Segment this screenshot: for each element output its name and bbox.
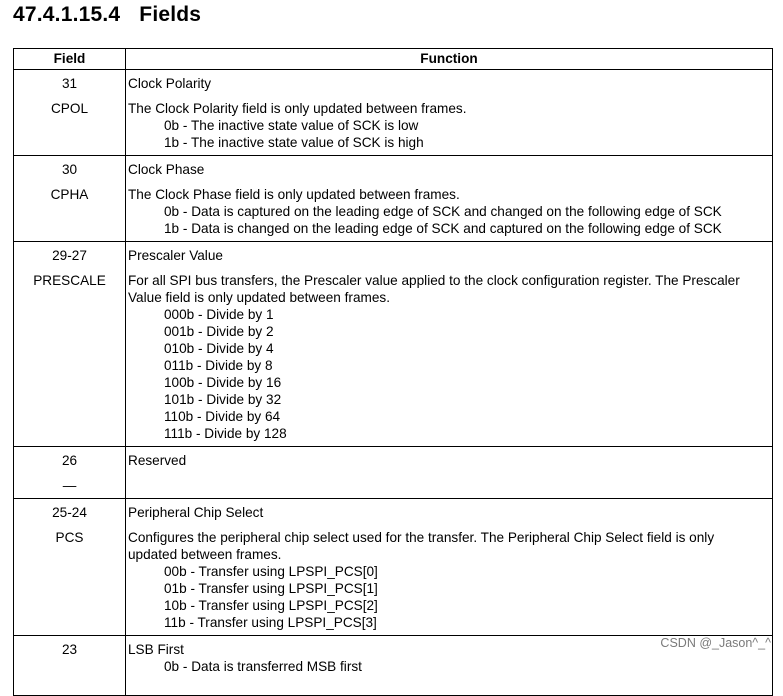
value-item: 1b - Data is changed on the leading edge of SCK and captured on the following edge of SCK — [164, 221, 722, 236]
watermark: CSDN @_Jason^_^ — [660, 636, 771, 650]
value-list — [128, 306, 760, 442]
section-title: Fields — [139, 3, 202, 26]
value-item: 1b - The inactive state value of SCK is high — [164, 135, 424, 150]
function-title: Clock Phase — [128, 162, 205, 177]
field-bits: 31 — [61, 76, 78, 91]
value-list — [128, 563, 760, 631]
field-cell — [14, 156, 126, 242]
table-row — [14, 636, 773, 696]
function-title: Prescaler Value — [128, 248, 223, 263]
value-item: 0b - Data is transferred MSB first — [164, 659, 362, 674]
function-cell — [126, 499, 773, 636]
value-item: 0b - The inactive state value of SCK is low — [164, 118, 419, 133]
field-name: CPHA — [50, 187, 89, 202]
value-item: 00b - Transfer using LPSPI_PCS[0] — [164, 564, 378, 579]
value-item: 01b - Transfer using LPSPI_PCS[1] — [164, 581, 378, 596]
field-column-header: Field — [14, 49, 126, 70]
function-cell — [126, 70, 773, 156]
field-cell — [14, 447, 126, 499]
value-item: 011b - Divide by 8 — [164, 358, 273, 373]
field-bits: 23 — [61, 642, 78, 657]
table-header-row — [14, 49, 773, 70]
field-bits: 25-24 — [52, 505, 87, 520]
function-cell — [126, 242, 773, 447]
field-bits: 30 — [61, 162, 78, 177]
value-item: 101b - Divide by 32 — [164, 392, 282, 407]
value-list — [128, 117, 760, 151]
field-name: — — [62, 478, 77, 493]
section-heading — [13, 3, 201, 27]
field-cell — [14, 636, 126, 696]
value-item: 10b - Transfer using LPSPI_PCS[2] — [164, 598, 378, 613]
section-number: 47.4.1.15.4 — [13, 3, 121, 26]
table-row — [14, 499, 773, 636]
value-item: 110b - Divide by 64 — [164, 409, 281, 424]
value-list — [128, 203, 760, 237]
value-item: 11b - Transfer using LPSPI_PCS[3] — [164, 615, 377, 630]
function-description: The Clock Polarity field is only updated between frames. — [128, 101, 467, 116]
field-bits: 26 — [61, 453, 78, 468]
function-title: Peripheral Chip Select — [128, 505, 264, 520]
table-row — [14, 447, 773, 499]
function-description: Configures the peripheral chip select used for the transfer. The Peripheral Chip Select field is only updated between frames. — [128, 530, 715, 562]
function-column-header: Function — [126, 49, 773, 70]
value-item: 100b - Divide by 16 — [164, 375, 282, 390]
table-row — [14, 242, 773, 447]
value-item: 111b - Divide by 128 — [164, 426, 287, 441]
field-name: PRESCALE — [33, 273, 106, 288]
value-item: 0b - Data is captured on the leading edge of SCK and changed on the following edge of SCK — [164, 204, 722, 219]
table-row — [14, 156, 773, 242]
field-name: CPOL — [50, 101, 89, 116]
field-bits: 29-27 — [52, 248, 87, 263]
register-fields-table — [13, 48, 773, 696]
value-item: 001b - Divide by 2 — [164, 324, 274, 339]
field-cell — [14, 499, 126, 636]
field-cell — [14, 242, 126, 447]
value-item: 000b - Divide by 1 — [164, 307, 274, 322]
function-description: The Clock Phase field is only updated between frames. — [128, 187, 460, 202]
table-row — [14, 70, 773, 156]
field-name: PCS — [55, 530, 84, 545]
field-cell — [14, 70, 126, 156]
value-item: 010b - Divide by 4 — [164, 341, 274, 356]
function-title: LSB First — [128, 642, 184, 657]
function-cell — [126, 156, 773, 242]
function-cell — [126, 447, 773, 499]
function-description: For all SPI bus transfers, the Prescaler value applied to the clock configuration register. The Prescaler Value field is only updated between frames. — [128, 273, 740, 305]
function-title: Clock Polarity — [128, 76, 212, 91]
function-title: Reserved — [128, 453, 187, 468]
